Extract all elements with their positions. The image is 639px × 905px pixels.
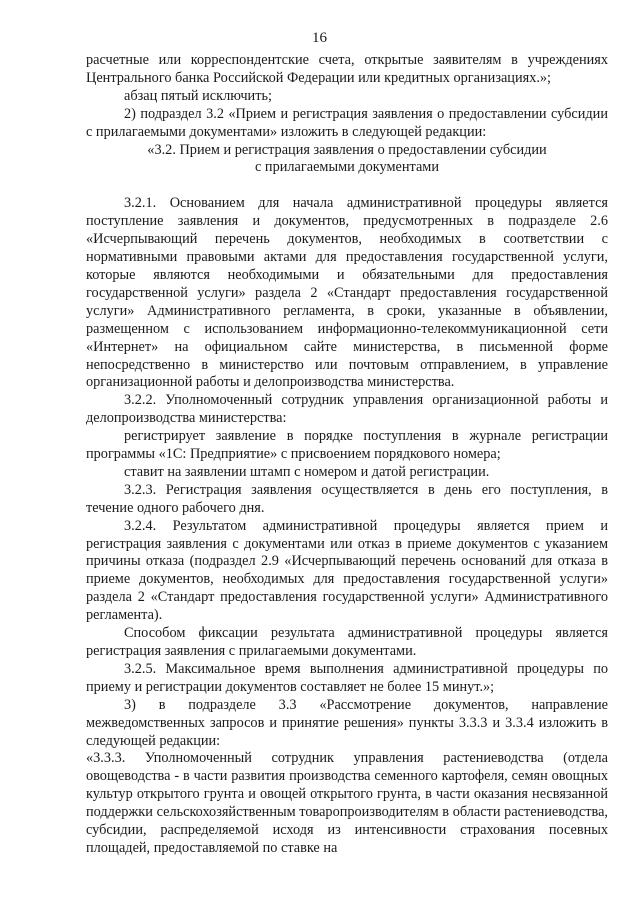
paragraph-fixation: Способом фиксации результата административной процедуры является регистрация заявления с прилагаемыми документами. — [86, 625, 608, 659]
section-heading-line-1: «3.2. Прием и регистрация заявления о предоставлении субсидии — [147, 141, 547, 158]
paragraph-register: регистрирует заявление в порядке поступления в журнале регистрации программы «1С: Предприятие» с присвоением порядкового номера; — [86, 428, 608, 463]
paragraph-stamp: ставит на заявлении штамп с номером и датой регистрации. — [124, 463, 490, 480]
paragraph-3-2-5: 3.2.5. Максимальное время выполнения административной процедуры по приему и регистрации документов составляет не более 15 минут.»; — [86, 660, 608, 695]
paragraph-continuation: расчетные или корреспондентские счета, открытые заявителям в учреждениях Центрального банка Российской Федерации или кредитных организациях.»; — [86, 52, 608, 86]
document-body — [86, 52, 608, 858]
paragraph-item-5-removed: абзац пятый исключить; — [124, 87, 272, 104]
paragraph-3-2-2: 3.2.2. Уполномоченный сотрудник управления организационной работы и делопроизводства министерства: — [86, 392, 608, 427]
paragraph-amendment-3: 3) в подразделе 3.3 «Рассмотрение документов, направление межведомственных запросов и принятие решения» пункты 3.3.3 и 3.3.4 изложить в следующей редакции: — [86, 696, 608, 749]
paragraph-3-2-3: 3.2.3. Регистрация заявления осуществляется в день его поступления, в течение одного рабочего дня. — [86, 481, 608, 516]
paragraph-3-2-4: 3.2.4. Результатом административной процедуры является прием и регистрация заявления с документами или отказ в приеме документов с указанием причины отказа (подраздел 2.9 «Исчерпывающий перечень оснований для отказа в приеме документов, необходимых для предоставления государственной услуги» раздела 2 «Стандарт предоставления государственной услуги» Административного регламента). — [86, 517, 608, 624]
paragraph-amendment-2: 2) подраздел 3.2 «Прием и регистрация заявления о предоставлении субсидии с прилагаемыми документами» изложить в следующей редакции: — [86, 105, 608, 140]
page-number: 16 — [312, 30, 327, 46]
section-heading-line-2: с прилагаемыми документами — [255, 159, 439, 176]
paragraph-3-3-3: «3.3.3. Уполномоченный сотрудник управления растениеводства (отдела овощеводства - в части развития производства семенного картофеля, семян овощных культур открытого грунта и овощей открытого грунта, в части оказания несвязанной поддержки сельскохозяйственным товаропроизводителям в области растениеводства, субсидии, распределяемой исходя из интенсивности страхования посевных площадей, предоставляемой по ставке на — [86, 750, 608, 856]
paragraph-3-2-1: 3.2.1. Основанием для начала административной процедуры является поступление заявления и документов, предусмотренных в подразделе 2.6 «Исчерпывающий перечень документов, необходимых в соответствии с нормативными правовыми актами для предоставления государственной услуги, которые являются необходимыми и обязательными для предоставления государственной услуги» раздела 2 «Стандарт предоставления государственной услуги» Административного регламента, в сроки, указанные в объявлении, размещенном с использованием информационно-телекоммуникационной сети «Интернет» на официальном сайте министерства, в письменной форме непосредственно в министерство или почтовым отправлением, в управление организационной работы и делопроизводства министерства. — [86, 195, 608, 391]
